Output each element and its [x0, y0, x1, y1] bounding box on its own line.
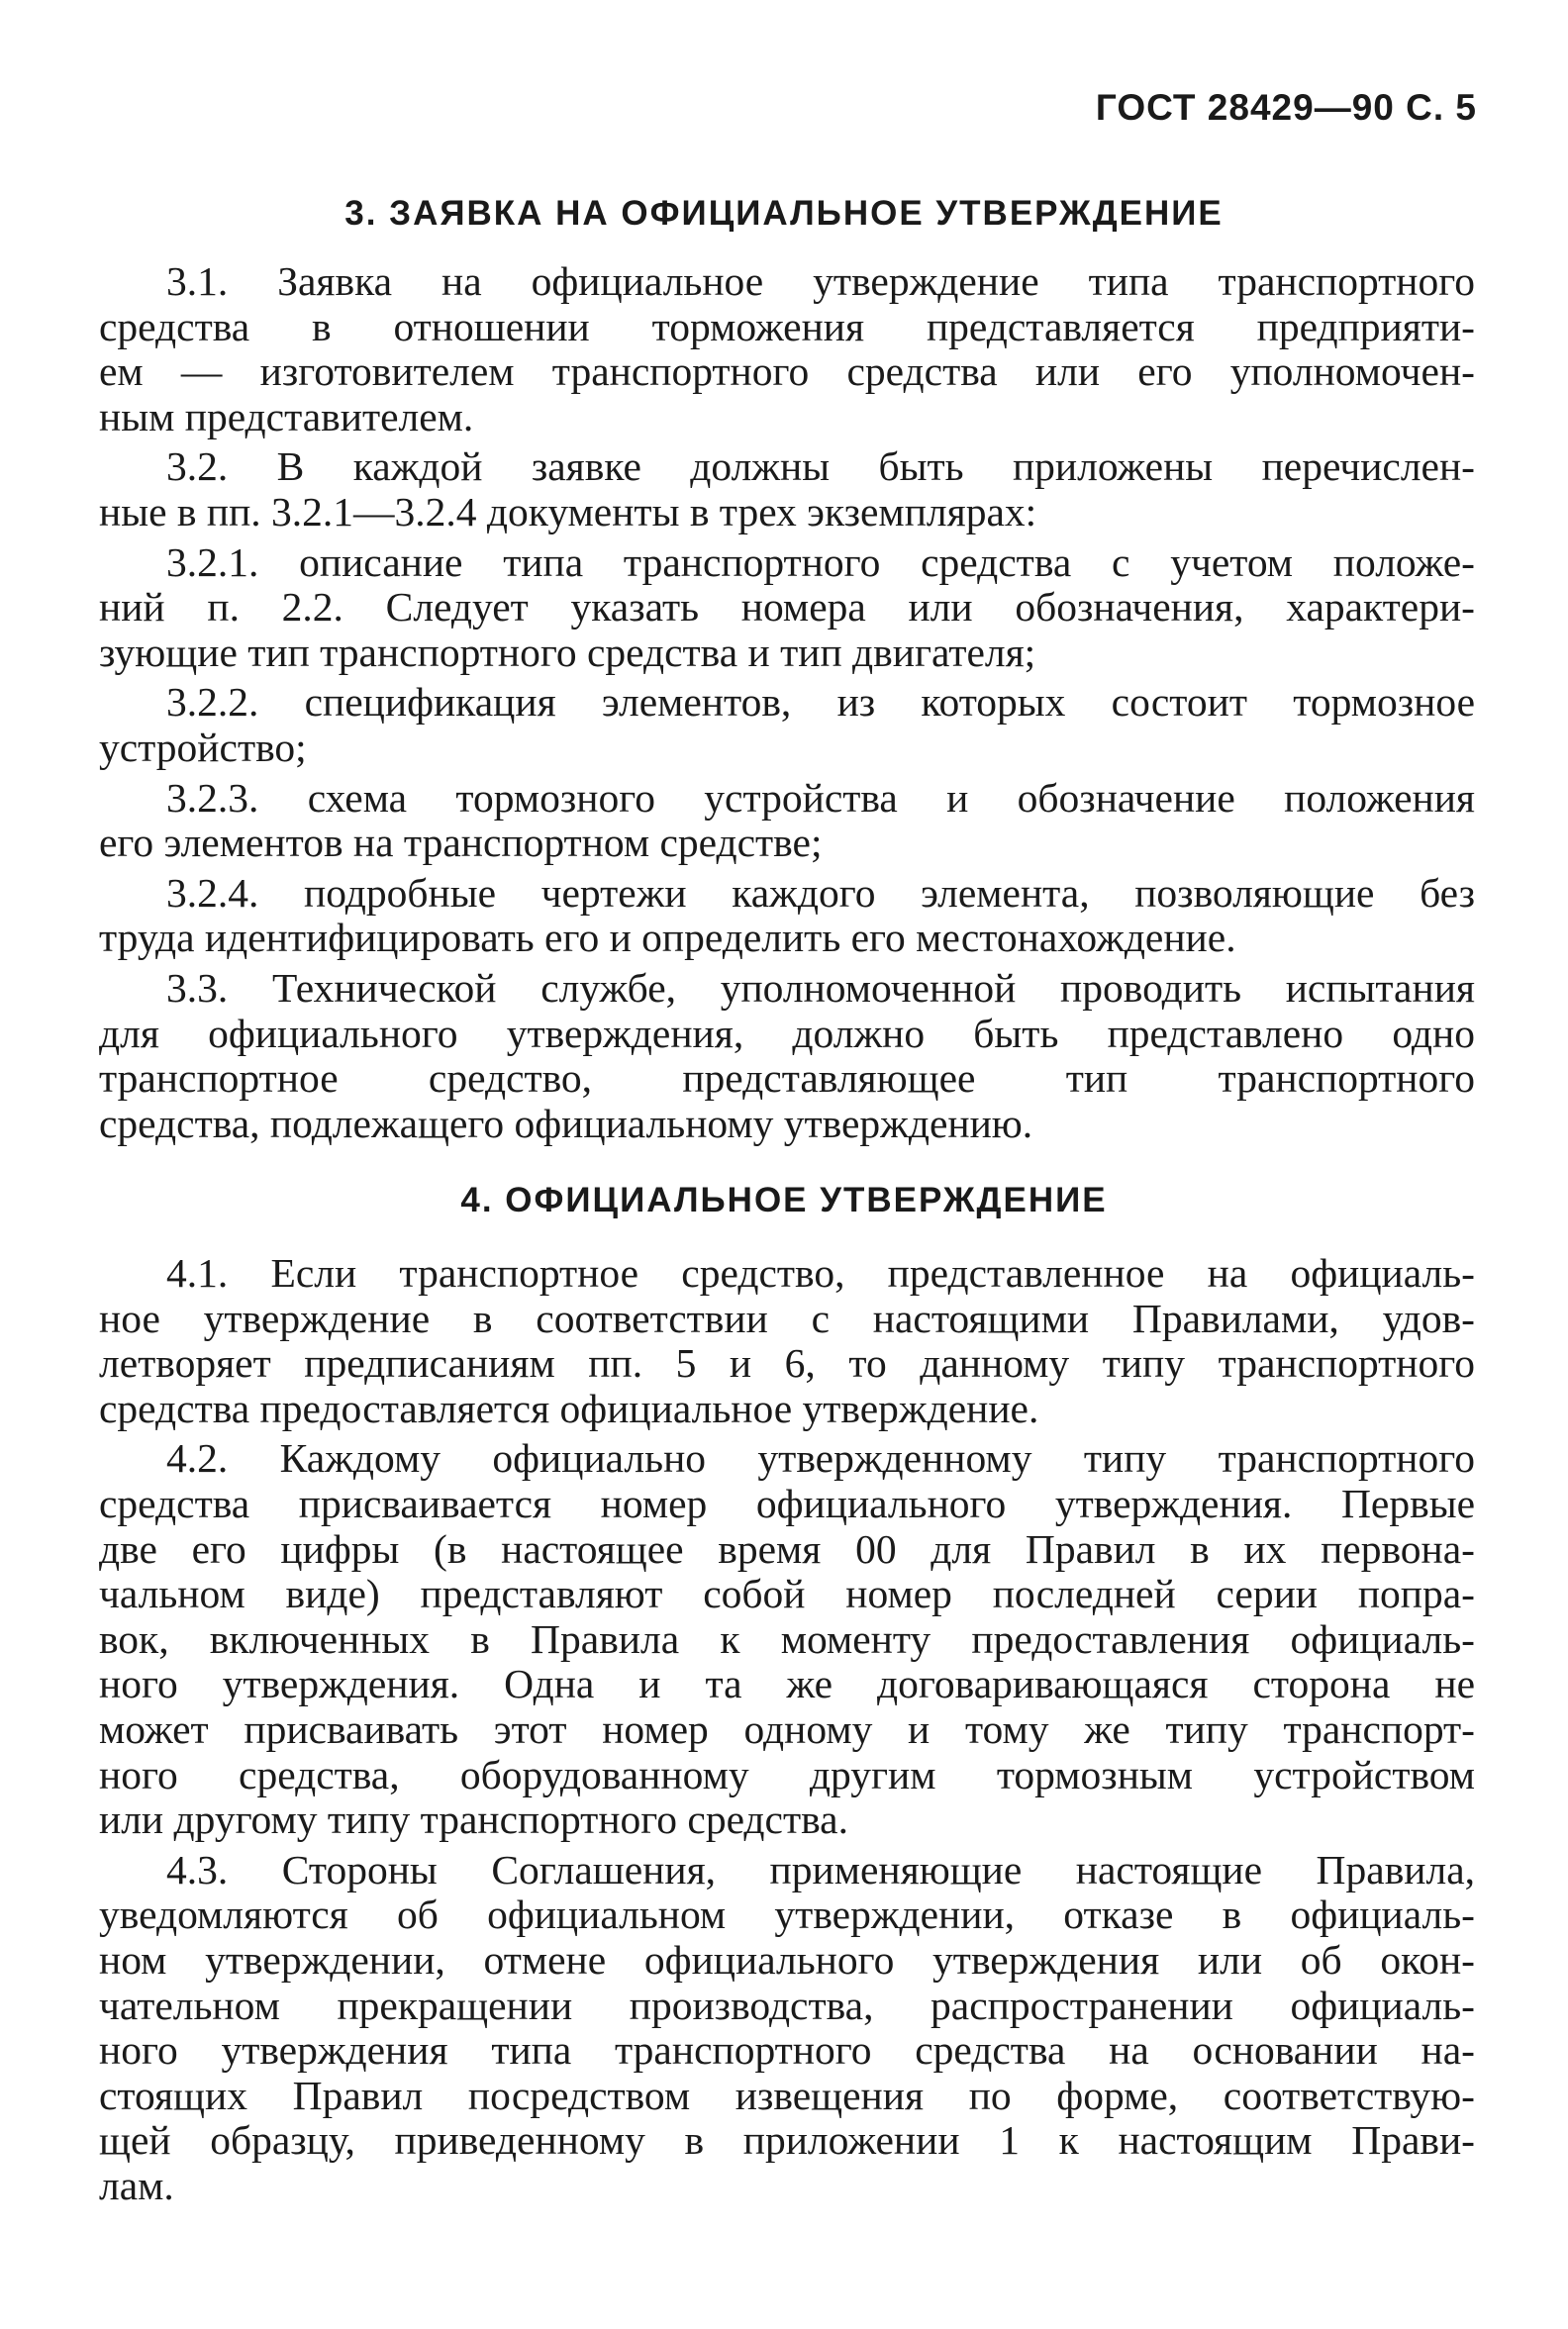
running-header: ГОСТ 28429—90 С. 5 — [1095, 87, 1477, 128]
paragraph-3-2-1 — [99, 540, 1475, 676]
text-line: средства предоставляется официальное утверждение. — [99, 1385, 1039, 1431]
text-line: 3.1. Заявка на официальное утверждение типа транспортного — [166, 258, 1475, 304]
paragraph-3-2-3 — [99, 776, 1475, 866]
text-line: уведомляются об официальном утверждении, отказе в официаль- — [99, 1892, 1475, 1938]
text-line: 3.2. В каждой заявке должны быть приложены перечислен- — [166, 443, 1475, 490]
text-line: средства присваивается номер официального утверждения. Первые — [99, 1480, 1475, 1526]
text-line: ном утверждении, отмене официального утверждения или об окон- — [99, 1936, 1475, 1983]
text-line: ного утверждения типа транспортного средства на основании на- — [99, 2027, 1475, 2074]
text-line: вок, включенных в Правила к моменту предоставления официаль- — [99, 1615, 1475, 1662]
paragraph-3-3 — [99, 966, 1475, 1146]
paragraph-3-2 — [99, 444, 1475, 534]
text-line: ного средства, оборудованному другим тормозным устройством — [99, 1751, 1475, 1797]
text-line: 3.2.1. описание типа транспортного средства с учетом положе- — [166, 538, 1475, 585]
text-line: 3.2.4. подробные чертежи каждого элемента, позволяющие без — [166, 869, 1475, 916]
text-line: 3.2.2. спецификация элементов, из которых состоит тормозное — [166, 679, 1475, 726]
text-line: устройство; — [99, 724, 307, 770]
text-line: 4.1. Если транспортное средство, представленное на официаль- — [166, 1250, 1475, 1296]
text-line: 4.3. Стороны Соглашения, применяющие настоящие Правила, — [166, 1846, 1475, 1892]
text-line: для официального утверждения, должно быть представлено одно — [99, 1010, 1475, 1056]
text-line: 3.3. Технической службе, уполномоченной проводить испытания — [166, 964, 1475, 1011]
paragraph-3-1 — [99, 259, 1475, 439]
section-4-title: 4. ОФИЦИАЛЬНОЕ УТВЕРЖДЕНИЕ — [460, 1181, 1108, 1219]
text-line: чальном виде) представляют собой номер последней серии попра- — [99, 1571, 1475, 1617]
text-line: его элементов на транспортном средстве; — [99, 820, 823, 866]
text-line: средства в отношении торможения представляется предприяти- — [99, 303, 1475, 349]
paragraph-3-2-4 — [99, 871, 1475, 961]
paragraph-3-2-2 — [99, 680, 1475, 770]
section-3-title: 3. ЗАЯВКА НА ОФИЦИАЛЬНОЕ УТВЕРЖДЕНИЕ — [344, 194, 1224, 233]
text-line: ем — изготовителем транспортного средства или его уполномочен- — [99, 348, 1475, 395]
text-line: труда идентифицировать его и определить его местонахождение. — [99, 915, 1236, 961]
text-line: ного утверждения. Одна и та же договаривающаяся сторона не — [99, 1661, 1475, 1707]
section-4-body — [99, 1251, 1475, 2213]
text-line: транспортное средство, представляющее тип транспортного — [99, 1055, 1475, 1102]
text-line: ные в пп. 3.2.1—3.2.4 документы в трех экземплярах: — [99, 488, 1037, 534]
text-line: стоящих Правил посредством извещения по форме, соответствую- — [99, 2072, 1475, 2118]
text-line: щей образцу, приведенному в приложении 1 к настоящим Прави- — [99, 2117, 1475, 2164]
text-line: лам. — [99, 2162, 174, 2208]
text-line: может присваивать этот номер одному и тому же типу транспорт- — [99, 1705, 1475, 1752]
text-line: две его цифры (в настоящее время 00 для Правил в их первона- — [99, 1525, 1475, 1572]
section-3-body — [99, 259, 1475, 1151]
text-line: зующие тип транспортного средства и тип двигателя; — [99, 629, 1036, 675]
text-line: ным представителем. — [99, 393, 474, 439]
text-line: ний п. 2.2. Следует указать номера или обозначения, характери- — [99, 584, 1475, 631]
paragraph-4-1 — [99, 1251, 1475, 1431]
text-line: 4.2. Каждому официально утвержденному типу транспортного — [166, 1435, 1475, 1482]
text-line: чательном прекращении производства, распространении официаль- — [99, 1982, 1475, 2028]
paragraph-4-2 — [99, 1436, 1475, 1842]
text-line: или другому типу транспортного средства. — [99, 1796, 848, 1843]
text-line: средства, подлежащего официальному утверждению. — [99, 1100, 1033, 1146]
paragraph-4-3 — [99, 1848, 1475, 2209]
text-line: 3.2.3. схема тормозного устройства и обозначение положения — [166, 774, 1475, 821]
text-line: ное утверждение в соответствии с настоящими Правилами, удов- — [99, 1295, 1475, 1341]
text-line: летворяет предписаниям пп. 5 и 6, то данному типу транспортного — [99, 1340, 1475, 1387]
